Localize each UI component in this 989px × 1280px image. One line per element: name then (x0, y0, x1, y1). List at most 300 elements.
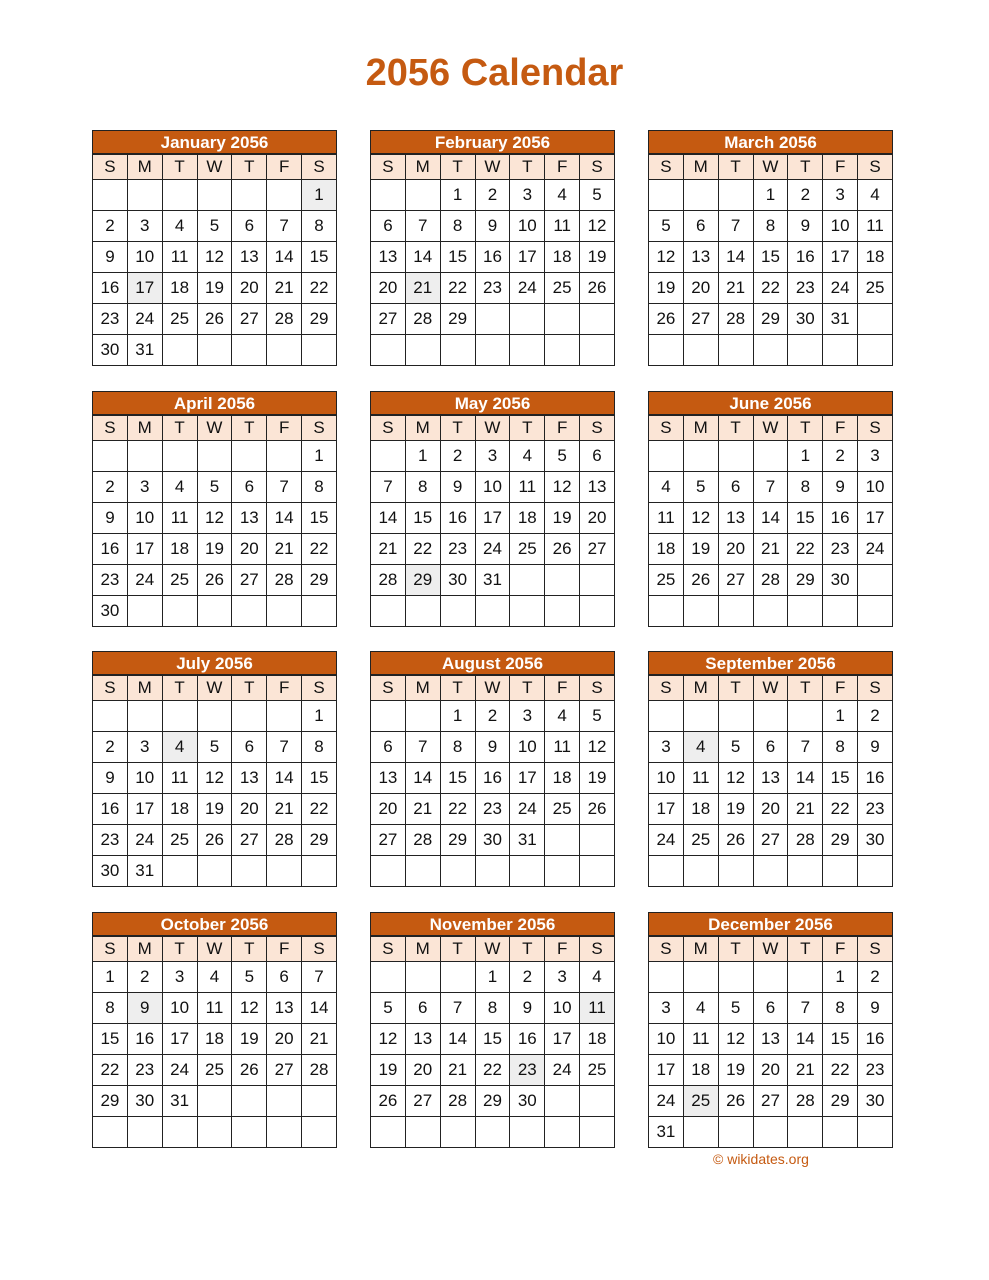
day-cell: 23 (93, 825, 128, 856)
month-block (92, 391, 337, 627)
day-cell: 14 (788, 1024, 823, 1055)
empty-day-cell (683, 180, 718, 211)
day-cell: 13 (267, 993, 302, 1024)
day-cell: 15 (302, 242, 337, 273)
day-cell: 4 (545, 701, 580, 732)
empty-day-cell (475, 596, 510, 627)
day-cell: 24 (162, 1055, 197, 1086)
day-cell: 31 (162, 1086, 197, 1117)
empty-day-cell (788, 701, 823, 732)
empty-day-cell (649, 180, 684, 211)
empty-day-cell (371, 701, 406, 732)
empty-day-cell (232, 1117, 267, 1148)
empty-day-cell (127, 441, 162, 472)
week-row (93, 763, 337, 794)
day-cell: 5 (371, 993, 406, 1024)
day-cell: 1 (302, 441, 337, 472)
week-row (371, 962, 615, 993)
day-cell: 19 (683, 534, 718, 565)
day-cell: 22 (475, 1055, 510, 1086)
empty-day-cell (475, 1117, 510, 1148)
week-row (371, 503, 615, 534)
day-cell: 28 (788, 825, 823, 856)
day-cell: 2 (858, 962, 893, 993)
empty-day-cell (162, 441, 197, 472)
day-cell: 15 (405, 503, 440, 534)
day-cell: 16 (127, 1024, 162, 1055)
month-table (370, 154, 615, 366)
weekday-label: S (858, 676, 893, 701)
empty-day-cell (267, 856, 302, 887)
day-cell: 30 (440, 565, 475, 596)
holiday-day-cell: 4 (683, 732, 718, 763)
week-row (93, 304, 337, 335)
week-row (93, 993, 337, 1024)
day-cell: 19 (371, 1055, 406, 1086)
day-cell: 20 (232, 794, 267, 825)
day-cell: 10 (127, 763, 162, 794)
week-row (649, 534, 893, 565)
week-row (371, 763, 615, 794)
day-cell: 12 (718, 763, 753, 794)
day-cell: 9 (475, 732, 510, 763)
empty-day-cell (371, 335, 406, 366)
day-cell: 7 (371, 472, 406, 503)
empty-day-cell (405, 335, 440, 366)
week-row (649, 596, 893, 627)
day-cell: 29 (93, 1086, 128, 1117)
day-cell: 7 (405, 211, 440, 242)
empty-day-cell (93, 701, 128, 732)
day-cell: 11 (683, 763, 718, 794)
day-cell: 5 (197, 472, 232, 503)
week-row (649, 794, 893, 825)
weekday-label: S (649, 155, 684, 180)
day-cell: 25 (649, 565, 684, 596)
empty-day-cell (371, 596, 406, 627)
empty-day-cell (371, 962, 406, 993)
day-cell: 9 (510, 993, 545, 1024)
day-cell: 6 (753, 993, 788, 1024)
weekday-label: T (788, 676, 823, 701)
day-cell: 4 (162, 472, 197, 503)
day-cell: 25 (162, 825, 197, 856)
day-cell: 30 (475, 825, 510, 856)
day-cell: 10 (510, 211, 545, 242)
day-cell: 27 (753, 1086, 788, 1117)
month-block (370, 912, 615, 1148)
day-cell: 7 (753, 472, 788, 503)
week-row (371, 1055, 615, 1086)
day-cell: 18 (510, 503, 545, 534)
day-cell: 9 (858, 993, 893, 1024)
holiday-day-cell: 11 (580, 993, 615, 1024)
day-cell: 5 (545, 441, 580, 472)
weekday-label: S (93, 155, 128, 180)
day-cell: 3 (649, 993, 684, 1024)
day-cell: 29 (753, 304, 788, 335)
day-cell: 4 (683, 993, 718, 1024)
day-cell: 2 (93, 211, 128, 242)
day-cell: 18 (162, 273, 197, 304)
empty-day-cell (545, 565, 580, 596)
empty-day-cell (162, 335, 197, 366)
day-cell: 5 (197, 211, 232, 242)
empty-day-cell (545, 335, 580, 366)
month-title: November 2056 (370, 912, 615, 936)
weekday-label: T (162, 416, 197, 441)
weekday-label: T (510, 155, 545, 180)
weekday-label: W (197, 416, 232, 441)
day-cell: 25 (580, 1055, 615, 1086)
empty-day-cell (580, 304, 615, 335)
day-cell: 19 (545, 503, 580, 534)
weekday-label: T (232, 676, 267, 701)
day-cell: 8 (405, 472, 440, 503)
empty-day-cell (232, 856, 267, 887)
day-cell: 20 (232, 273, 267, 304)
day-cell: 11 (197, 993, 232, 1024)
empty-day-cell (475, 335, 510, 366)
day-cell: 21 (267, 273, 302, 304)
day-cell: 3 (649, 732, 684, 763)
day-cell: 13 (371, 242, 406, 273)
empty-day-cell (683, 1117, 718, 1148)
week-row (649, 825, 893, 856)
day-cell: 16 (858, 763, 893, 794)
holiday-day-cell: 29 (405, 565, 440, 596)
empty-day-cell (823, 335, 858, 366)
day-cell: 27 (232, 825, 267, 856)
day-cell: 24 (127, 825, 162, 856)
weekday-label: M (405, 676, 440, 701)
empty-day-cell (753, 441, 788, 472)
day-cell: 20 (753, 794, 788, 825)
day-cell: 26 (580, 794, 615, 825)
day-cell: 15 (753, 242, 788, 273)
day-cell: 5 (197, 732, 232, 763)
day-cell: 10 (545, 993, 580, 1024)
day-cell: 7 (788, 732, 823, 763)
day-cell: 28 (788, 1086, 823, 1117)
day-cell: 10 (823, 211, 858, 242)
day-cell: 12 (371, 1024, 406, 1055)
week-row (371, 732, 615, 763)
week-row (93, 565, 337, 596)
day-cell: 1 (93, 962, 128, 993)
week-row (371, 701, 615, 732)
week-row (371, 856, 615, 887)
week-row (371, 211, 615, 242)
week-row (371, 304, 615, 335)
day-cell: 26 (683, 565, 718, 596)
day-cell: 31 (127, 335, 162, 366)
empty-day-cell (162, 180, 197, 211)
day-cell: 21 (371, 534, 406, 565)
week-row (649, 1117, 893, 1148)
day-cell: 7 (267, 732, 302, 763)
page-title: 2056 Calendar (365, 52, 624, 94)
day-cell: 8 (93, 993, 128, 1024)
day-cell: 28 (302, 1055, 337, 1086)
weekday-label: F (823, 676, 858, 701)
week-row (371, 1117, 615, 1148)
empty-day-cell (858, 335, 893, 366)
empty-day-cell (405, 856, 440, 887)
day-cell: 27 (232, 565, 267, 596)
day-cell: 4 (649, 472, 684, 503)
month-title: January 2056 (92, 130, 337, 154)
empty-day-cell (823, 1117, 858, 1148)
weekday-label: T (718, 416, 753, 441)
month-block (648, 391, 893, 627)
day-cell: 21 (718, 273, 753, 304)
empty-day-cell (302, 856, 337, 887)
empty-day-cell (649, 962, 684, 993)
day-cell: 30 (510, 1086, 545, 1117)
day-cell: 29 (788, 565, 823, 596)
day-cell: 23 (93, 304, 128, 335)
month-block (92, 912, 337, 1148)
day-cell: 14 (371, 503, 406, 534)
weekday-label: M (127, 676, 162, 701)
week-row (371, 1086, 615, 1117)
weekday-label: M (127, 416, 162, 441)
day-cell: 7 (440, 993, 475, 1024)
day-cell: 4 (580, 962, 615, 993)
empty-day-cell (127, 1117, 162, 1148)
day-cell: 30 (858, 1086, 893, 1117)
day-cell: 26 (580, 273, 615, 304)
empty-day-cell (197, 596, 232, 627)
month-title: December 2056 (648, 912, 893, 936)
day-cell: 20 (753, 1055, 788, 1086)
week-row (649, 503, 893, 534)
month-table (92, 154, 337, 366)
day-cell: 9 (93, 763, 128, 794)
day-cell: 28 (753, 565, 788, 596)
weekday-row (649, 155, 893, 180)
day-cell: 26 (197, 304, 232, 335)
empty-day-cell (440, 962, 475, 993)
day-cell: 28 (405, 825, 440, 856)
empty-day-cell (197, 856, 232, 887)
empty-day-cell (510, 304, 545, 335)
day-cell: 10 (127, 242, 162, 273)
day-cell: 7 (302, 962, 337, 993)
weekday-label: S (302, 937, 337, 962)
day-cell: 7 (405, 732, 440, 763)
weekday-label: S (371, 416, 406, 441)
empty-day-cell (580, 825, 615, 856)
empty-day-cell (197, 1086, 232, 1117)
weekday-label: S (649, 676, 684, 701)
week-row (649, 304, 893, 335)
day-cell: 2 (93, 472, 128, 503)
day-cell: 28 (267, 825, 302, 856)
day-cell: 17 (510, 242, 545, 273)
day-cell: 18 (162, 794, 197, 825)
copyright-footer[interactable]: © wikidates.org (713, 1151, 809, 1167)
day-cell: 23 (788, 273, 823, 304)
day-cell: 4 (197, 962, 232, 993)
day-cell: 29 (823, 1086, 858, 1117)
day-cell: 28 (267, 304, 302, 335)
day-cell: 11 (162, 763, 197, 794)
day-cell: 27 (371, 304, 406, 335)
empty-day-cell (440, 596, 475, 627)
day-cell: 26 (718, 825, 753, 856)
week-row (649, 472, 893, 503)
weekday-label: W (475, 676, 510, 701)
day-cell: 14 (267, 763, 302, 794)
day-cell: 18 (649, 534, 684, 565)
day-cell: 18 (580, 1024, 615, 1055)
weekday-label: T (232, 155, 267, 180)
week-row (93, 1086, 337, 1117)
day-cell: 11 (162, 503, 197, 534)
weekday-label: F (267, 155, 302, 180)
empty-day-cell (718, 441, 753, 472)
empty-day-cell (232, 701, 267, 732)
weekday-row (649, 416, 893, 441)
empty-day-cell (858, 304, 893, 335)
empty-day-cell (267, 180, 302, 211)
month-table (92, 675, 337, 887)
empty-day-cell (405, 701, 440, 732)
weekday-label: F (267, 937, 302, 962)
week-row (371, 825, 615, 856)
day-cell: 16 (475, 763, 510, 794)
day-cell: 30 (858, 825, 893, 856)
weekday-row (371, 416, 615, 441)
weekday-label: S (858, 155, 893, 180)
day-cell: 15 (788, 503, 823, 534)
weekday-label: T (788, 416, 823, 441)
day-cell: 10 (162, 993, 197, 1024)
weekday-label: T (510, 676, 545, 701)
day-cell: 13 (580, 472, 615, 503)
day-cell: 20 (405, 1055, 440, 1086)
empty-day-cell (718, 180, 753, 211)
day-cell: 6 (580, 441, 615, 472)
month-table (92, 415, 337, 627)
empty-day-cell (580, 565, 615, 596)
weekday-label: S (580, 155, 615, 180)
empty-day-cell (232, 441, 267, 472)
day-cell: 31 (823, 304, 858, 335)
day-cell: 6 (718, 472, 753, 503)
week-row (649, 242, 893, 273)
day-cell: 9 (475, 211, 510, 242)
day-cell: 3 (858, 441, 893, 472)
week-row (93, 1055, 337, 1086)
weekday-label: S (858, 937, 893, 962)
weekday-label: T (162, 937, 197, 962)
day-cell: 20 (267, 1024, 302, 1055)
empty-day-cell (302, 1117, 337, 1148)
day-cell: 31 (649, 1117, 684, 1148)
empty-day-cell (580, 1086, 615, 1117)
day-cell: 26 (197, 825, 232, 856)
weekday-label: S (93, 937, 128, 962)
month-table (648, 154, 893, 366)
day-cell: 14 (302, 993, 337, 1024)
empty-day-cell (232, 1086, 267, 1117)
day-cell: 17 (510, 763, 545, 794)
weekday-label: T (718, 155, 753, 180)
day-cell: 18 (683, 794, 718, 825)
week-row (371, 1024, 615, 1055)
day-cell: 5 (649, 211, 684, 242)
weekday-label: M (683, 155, 718, 180)
day-cell: 8 (302, 732, 337, 763)
month-table (648, 936, 893, 1148)
empty-day-cell (580, 596, 615, 627)
day-cell: 15 (823, 1024, 858, 1055)
empty-day-cell (232, 180, 267, 211)
weekday-label: S (302, 416, 337, 441)
empty-day-cell (93, 1117, 128, 1148)
weekday-label: F (545, 416, 580, 441)
empty-day-cell (858, 596, 893, 627)
day-cell: 13 (232, 242, 267, 273)
weekday-label: F (545, 155, 580, 180)
weekday-label: T (232, 416, 267, 441)
day-cell: 13 (232, 503, 267, 534)
day-cell: 6 (405, 993, 440, 1024)
day-cell: 3 (127, 472, 162, 503)
day-cell: 9 (823, 472, 858, 503)
week-row (649, 273, 893, 304)
empty-day-cell (683, 701, 718, 732)
week-row (649, 1024, 893, 1055)
week-row (93, 962, 337, 993)
day-cell: 5 (718, 993, 753, 1024)
weekday-label: M (683, 937, 718, 962)
day-cell: 23 (440, 534, 475, 565)
month-table (648, 415, 893, 627)
day-cell: 14 (753, 503, 788, 534)
day-cell: 27 (405, 1086, 440, 1117)
day-cell: 30 (93, 596, 128, 627)
day-cell: 18 (197, 1024, 232, 1055)
day-cell: 14 (267, 242, 302, 273)
empty-day-cell (440, 335, 475, 366)
month-title: April 2056 (92, 391, 337, 415)
empty-day-cell (440, 1117, 475, 1148)
day-cell: 26 (545, 534, 580, 565)
day-cell: 27 (683, 304, 718, 335)
day-cell: 9 (788, 211, 823, 242)
day-cell: 31 (475, 565, 510, 596)
month-title: June 2056 (648, 391, 893, 415)
weekday-label: S (580, 676, 615, 701)
week-row (649, 701, 893, 732)
empty-day-cell (545, 1086, 580, 1117)
week-row (93, 472, 337, 503)
weekday-label: T (440, 155, 475, 180)
day-cell: 12 (683, 503, 718, 534)
weekday-label: S (302, 676, 337, 701)
day-cell: 20 (371, 794, 406, 825)
weekday-row (371, 676, 615, 701)
day-cell: 18 (162, 534, 197, 565)
day-cell: 27 (232, 304, 267, 335)
day-cell: 27 (580, 534, 615, 565)
day-cell: 20 (232, 534, 267, 565)
empty-day-cell (197, 335, 232, 366)
